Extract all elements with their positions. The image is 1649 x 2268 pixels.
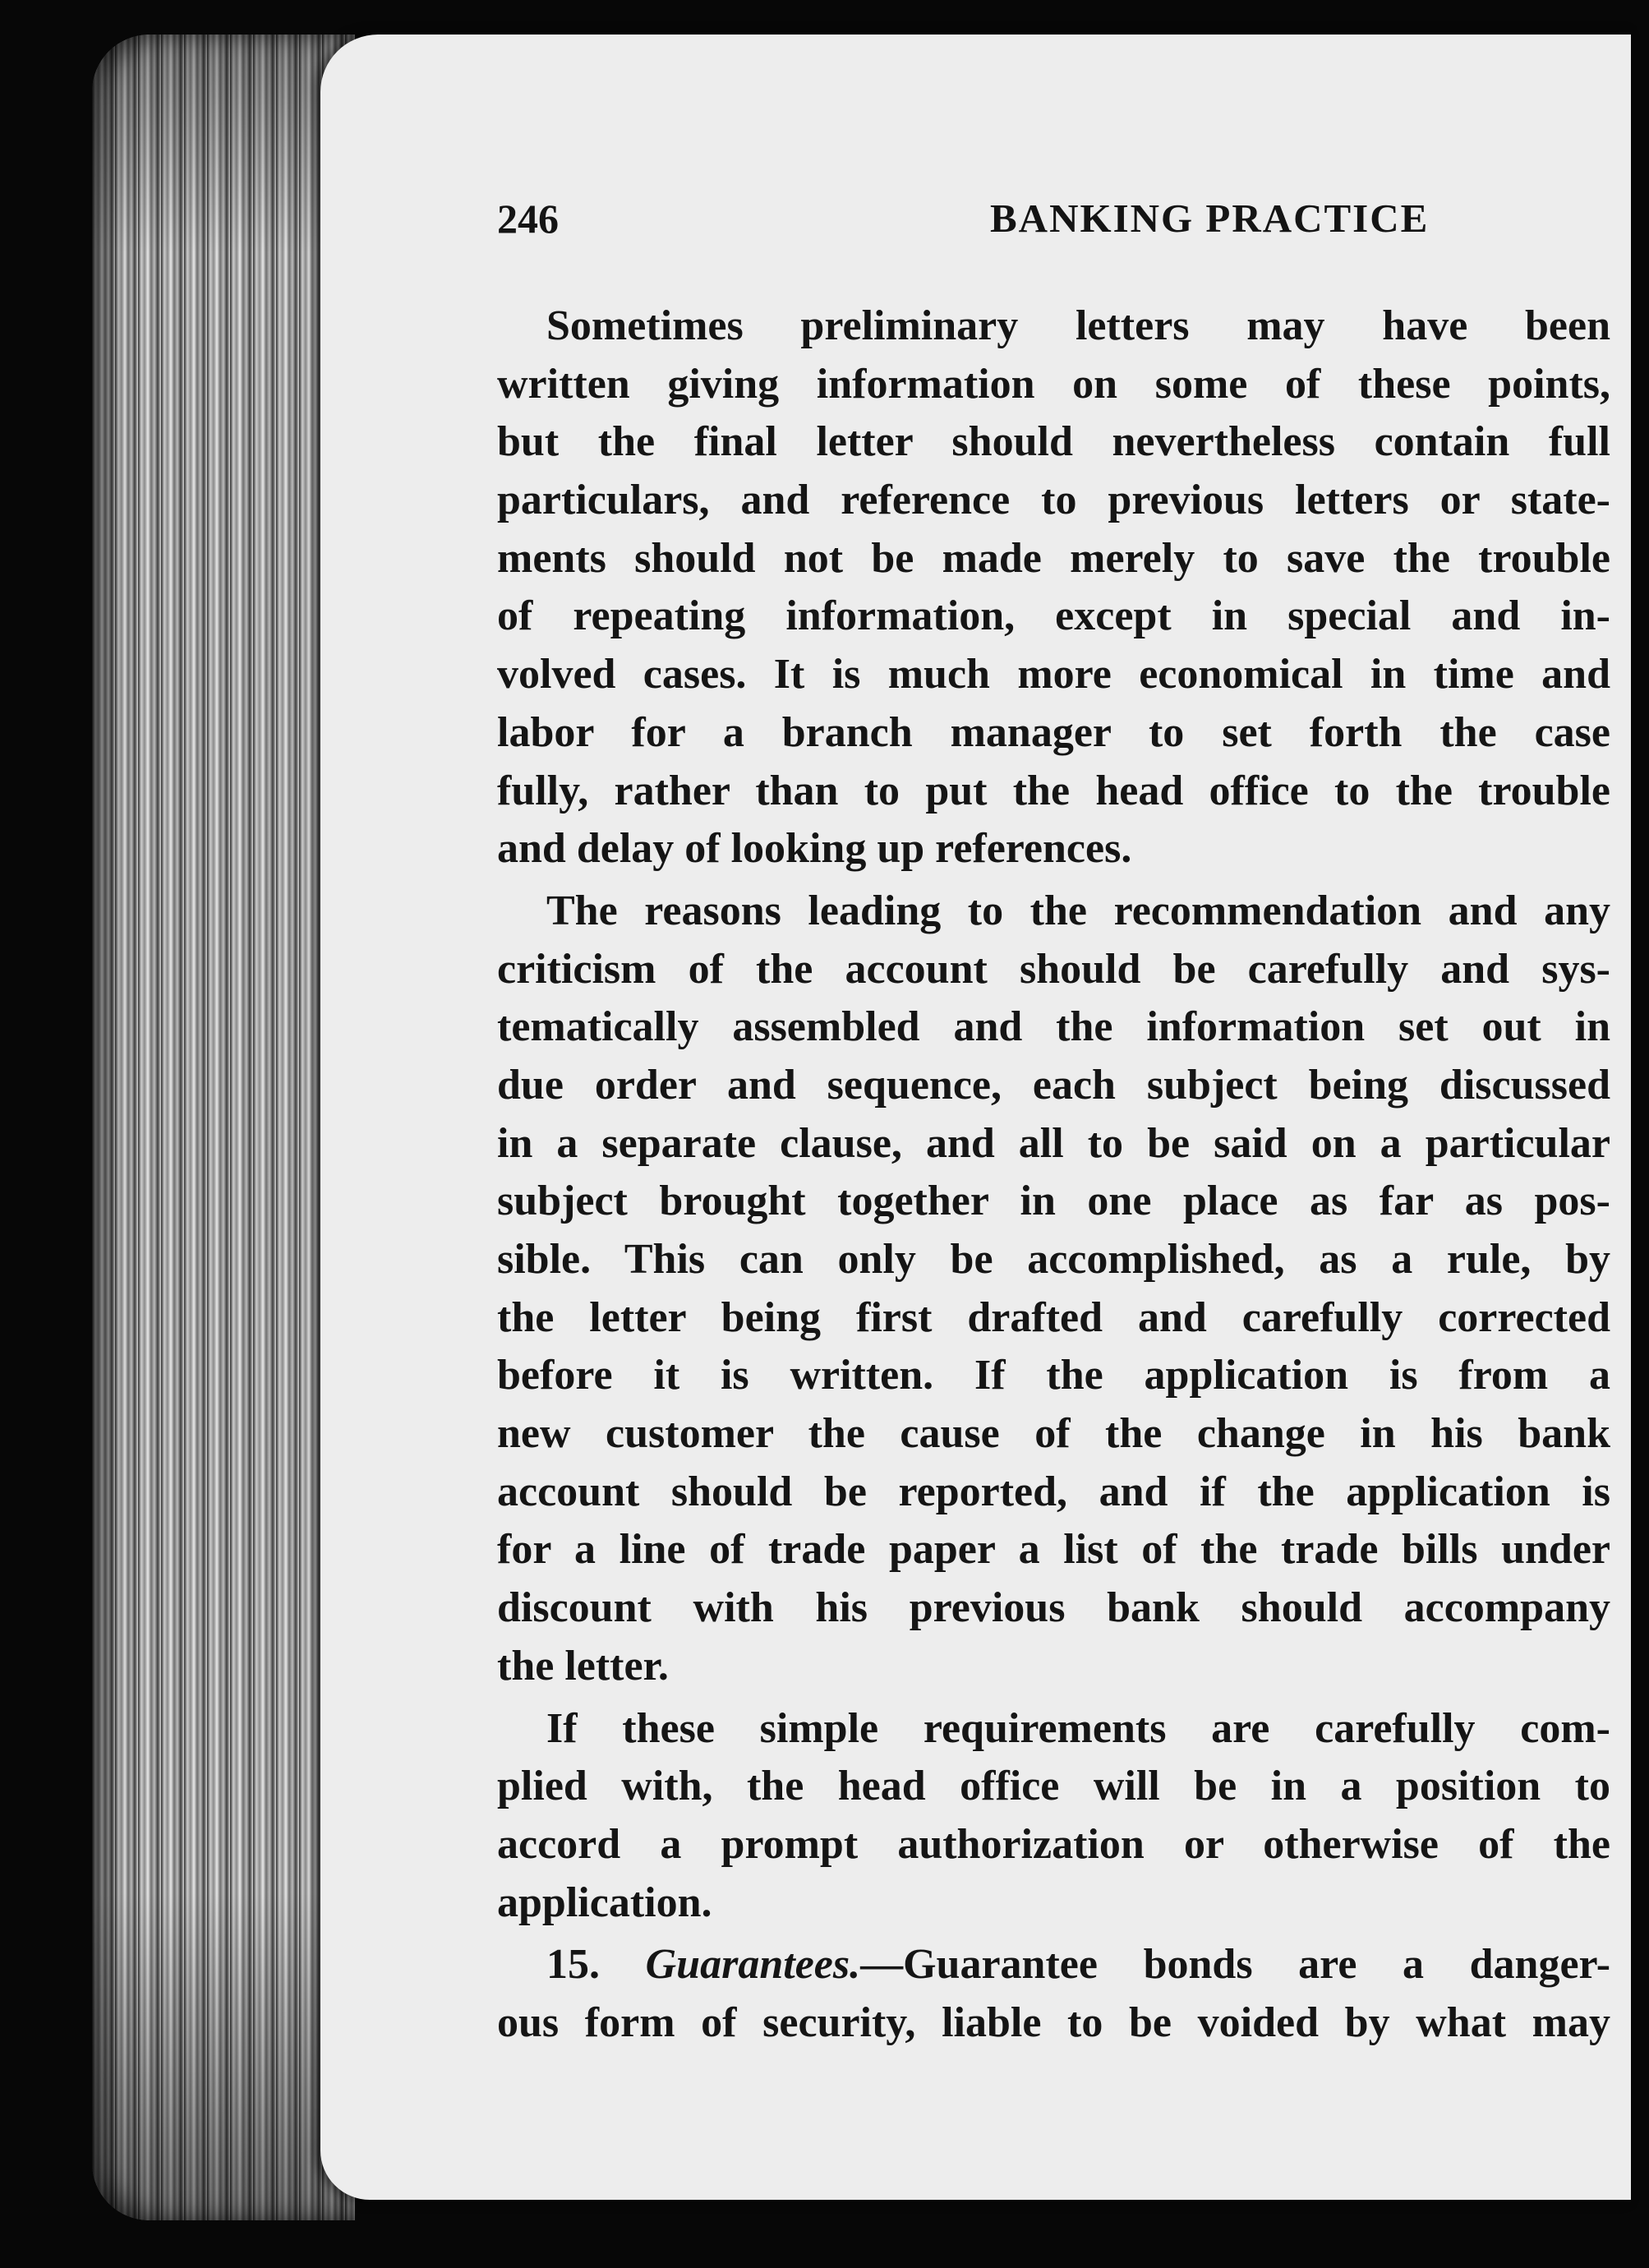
page-header bbox=[497, 195, 1610, 260]
text-line: the letter being first drafted and carefully corrected bbox=[497, 1293, 1610, 1341]
text-line: of repeating information, except in special and in- bbox=[497, 592, 1610, 640]
text-line: sible. This can only be accomplished, as a rule, by bbox=[497, 1236, 1610, 1283]
text-line: volved cases. It is much more economical in time and bbox=[497, 651, 1610, 698]
text-line: particulars, and reference to previous letters or state- bbox=[497, 477, 1610, 524]
text-line: discount with his previous bank should accompany bbox=[497, 1584, 1610, 1632]
text-line: written giving information on some of these points, bbox=[497, 360, 1610, 408]
text-line: due order and sequence, each subject being discussed bbox=[497, 1061, 1610, 1109]
text-line: account should be reported, and if the application is bbox=[497, 1468, 1610, 1515]
text-line: labor for a branch manager to set forth the case bbox=[497, 708, 1610, 756]
page bbox=[320, 35, 1631, 2200]
text-line: criticism of the account should be carefully and sys- bbox=[497, 945, 1610, 993]
text-line: in a separate clause, and all to be said on a particular bbox=[497, 1119, 1610, 1167]
text-line: new customer the cause of the change in his bank bbox=[497, 1410, 1610, 1458]
text-line: fully, rather than to put the head office to the trouble bbox=[497, 767, 1610, 814]
text-line: but the final letter should nevertheless contain full bbox=[497, 418, 1610, 466]
paragraph-3 bbox=[497, 1700, 1610, 1933]
text-line: tematically assembled and the information set out in bbox=[497, 1003, 1610, 1051]
text-line: the letter. bbox=[497, 1642, 669, 1689]
section-15-guarantees bbox=[497, 1936, 1610, 2052]
book-page-edges bbox=[92, 35, 355, 2220]
text-line: subject brought together in one place as far as pos- bbox=[497, 1178, 1610, 1225]
paragraph-2 bbox=[497, 883, 1610, 1696]
page-number: 246 bbox=[497, 196, 559, 242]
section-heading-line bbox=[497, 1936, 1610, 1994]
section-number: 15. bbox=[546, 1941, 600, 1989]
text-line: for a line of trade paper a list of the trade bills under bbox=[497, 1526, 1610, 1574]
text-line: ments should not be made merely to save the trouble bbox=[497, 534, 1610, 582]
text-line: If these simple requirements are carefully com- bbox=[546, 1704, 1610, 1752]
text-line: plied with, the head office will be in a position to bbox=[497, 1763, 1610, 1810]
section-title: Guarantees. bbox=[645, 1941, 861, 1989]
text-line: ous form of security, liable to be voided by what may bbox=[497, 1998, 1610, 2046]
text-line: Sometimes preliminary letters may have been bbox=[546, 302, 1610, 349]
text-line: application. bbox=[497, 1878, 712, 1926]
text-line: before it is written. If the application is from a bbox=[497, 1352, 1610, 1399]
text-line: and delay of looking up references. bbox=[497, 825, 1132, 873]
section-first-line-text: —Guarantee bonds are a danger- bbox=[860, 1941, 1611, 1989]
page-body bbox=[497, 297, 1610, 2053]
running-head: BANKING PRACTICE bbox=[990, 196, 1430, 241]
text-line: accord a prompt authorization or otherwise of the bbox=[497, 1820, 1610, 1868]
text-line: The reasons leading to the recommendation and any bbox=[546, 887, 1610, 934]
paragraph-1 bbox=[497, 297, 1610, 878]
